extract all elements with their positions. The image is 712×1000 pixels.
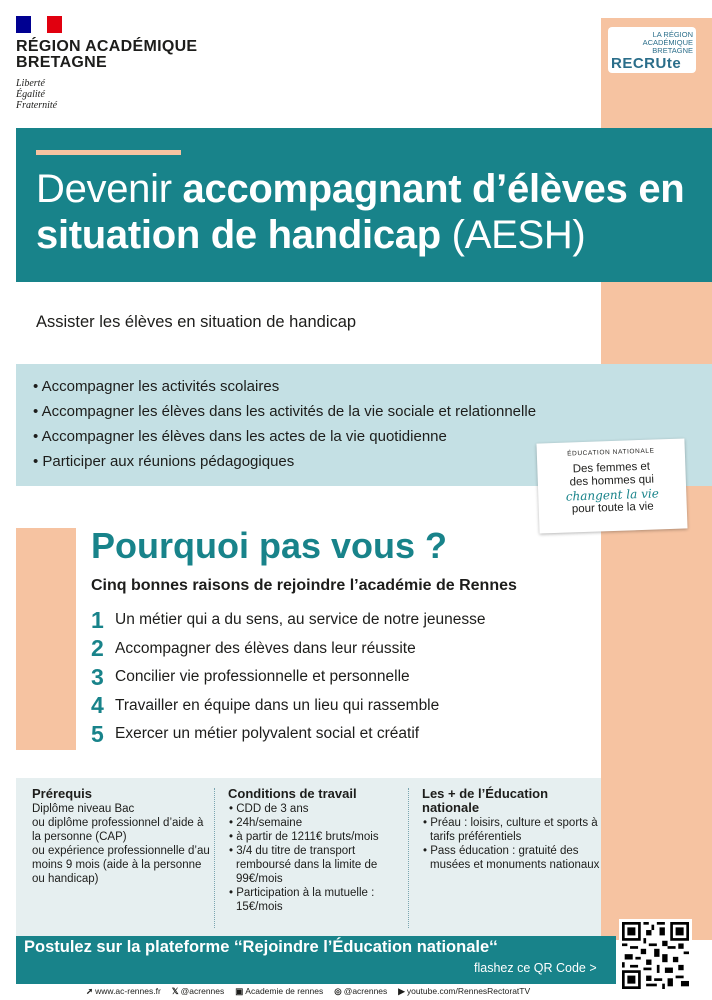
conditions-title: Conditions de travail <box>228 786 357 801</box>
badge-recrute: RECRUte <box>611 55 682 72</box>
recrute-badge <box>608 27 696 73</box>
task-item: • Accompagner les élèves dans les activités de la vie sociale et relationnelle <box>33 399 633 424</box>
qr-code[interactable] <box>619 919 692 992</box>
plus-column <box>422 787 602 872</box>
pourquoi-title: Pourquoi pas vous ? <box>91 525 448 566</box>
conditions-list <box>228 802 408 914</box>
footer-x[interactable] <box>172 986 224 997</box>
footer-x-text: @acrennes <box>180 986 225 996</box>
reason-item <box>91 663 591 692</box>
conditions-column <box>228 787 408 914</box>
task-item: • Participer aux réunions pédagogiques <box>33 449 633 474</box>
footer-links <box>86 986 530 997</box>
cta-qr-hint: flashez ce QR Code > <box>474 961 597 975</box>
footer-youtube-text: youtube.com/RennesRectoratTV <box>406 986 531 996</box>
region-line-2: BRETAGNE <box>16 54 107 71</box>
title-part-3: (AESH) <box>440 213 586 257</box>
web-icon: ➚ <box>86 986 94 996</box>
reason-item <box>91 692 591 721</box>
condition-item: • Participation à la mutuelle : 15€/mois <box>228 886 408 914</box>
instagram-icon: ◎ <box>334 986 342 996</box>
reason-item <box>91 606 591 635</box>
sticker-line-1: Des femmes et <box>572 460 651 476</box>
sticker-label: ÉDUCATION NATIONALE <box>567 447 655 458</box>
column-divider <box>408 788 409 928</box>
prerequis-line: ou diplôme professionnel d’aide à la personne (CAP) <box>32 817 204 843</box>
task-item: • Accompagner les activités scolaires <box>33 374 633 399</box>
cta-main-text: Postulez sur la plateforme ‘‘Rejoindre l’Éducation nationale‘‘ <box>24 938 498 956</box>
footer-web[interactable] <box>86 986 161 997</box>
sticker-line-3: changent la vie <box>565 486 660 504</box>
marianne-flag-logo <box>16 16 62 33</box>
region-line-1: RÉGION ACADÉMIQUE <box>16 38 198 55</box>
reason-text: Exercer un métier polyvalent social et créatif <box>115 725 420 743</box>
title-part-2: accompagnant d’élèves en situation de handicap <box>36 167 685 257</box>
prerequis-line: Diplôme niveau Bac <box>32 803 135 815</box>
prerequis-line: ou expérience professionnelle d’au moins 9 mois (aide à la personne ou handicap) <box>32 845 210 885</box>
reason-text: Travailler en équipe dans un lieu qui rassemble <box>115 696 440 714</box>
footer-linkedin-text: Academie de rennes <box>245 986 324 996</box>
reasons-list <box>91 606 591 749</box>
reason-item <box>91 720 591 749</box>
republic-motto <box>16 78 57 111</box>
title-accent-bar <box>36 150 181 155</box>
footer-instagram-text: @acrennes <box>343 986 388 996</box>
column-divider <box>214 788 215 928</box>
reason-text: Concilier vie professionnelle et personnelle <box>115 668 410 686</box>
reason-number: 5 <box>91 720 104 747</box>
plus-title: Les + de l’Éducation nationale <box>422 786 549 815</box>
badge-line-1: LA RÉGION ACADÉMIQUE <box>642 30 693 47</box>
footer-instagram[interactable] <box>334 986 387 997</box>
plus-list <box>422 816 602 872</box>
reason-number: 2 <box>91 635 104 662</box>
page-title <box>36 166 701 258</box>
reason-number: 4 <box>91 692 104 719</box>
condition-item: • 3/4 du titre de transport remboursé dans la limite de 99€/mois <box>228 844 408 886</box>
motto-fraternite: Fraternité <box>16 100 58 111</box>
condition-item: • à partir de 1211€ bruts/mois <box>228 830 408 844</box>
plus-item: • Préau : loisirs, culture et sports à tarifs préférentiels <box>422 816 602 844</box>
reason-text: Accompagner des élèves dans leur réussite <box>115 639 416 657</box>
motto-liberte: Liberté <box>16 78 45 89</box>
region-logo-text <box>16 39 236 71</box>
page-subtitle: Assister les élèves en situation de handicap <box>36 313 357 331</box>
x-icon: 𝕏 <box>171 986 179 996</box>
qr-code-graphic <box>622 922 689 989</box>
reason-text: Un métier qui a du sens, au service de notre jeunesse <box>115 611 486 629</box>
footer-linkedin[interactable] <box>235 986 323 997</box>
task-item: • Accompagner les élèves dans les actes de la vie quotidienne <box>33 424 633 449</box>
condition-item: • 24h/semaine <box>228 816 408 830</box>
plus-item: • Pass éducation : gratuité des musées et monuments nationaux <box>422 844 602 872</box>
prerequis-column <box>32 787 212 886</box>
education-nationale-sticker <box>536 438 687 533</box>
reason-item <box>91 635 591 664</box>
decorative-stripe-left <box>16 528 76 750</box>
footer-youtube[interactable] <box>398 986 530 997</box>
condition-item: • CDD de 3 ans <box>228 802 408 816</box>
pourquoi-subtitle: Cinq bonnes raisons de rejoindre l’académie de Rennes <box>91 577 517 594</box>
prerequis-title: Prérequis <box>32 786 92 801</box>
badge-line-2: BRETAGNE <box>652 46 693 55</box>
reason-number: 3 <box>91 663 104 690</box>
sticker-line-2: des hommes qui <box>569 473 655 489</box>
motto-egalite: Égalité <box>16 89 45 100</box>
reason-number: 1 <box>91 606 104 633</box>
footer-web-text: www.ac-rennes.fr <box>95 986 161 996</box>
linkedin-icon: ▣ <box>235 986 244 996</box>
sticker-line-4: pour toute la vie <box>571 500 654 516</box>
youtube-icon: ▶ <box>398 986 405 996</box>
title-part-1: Devenir <box>36 167 183 211</box>
